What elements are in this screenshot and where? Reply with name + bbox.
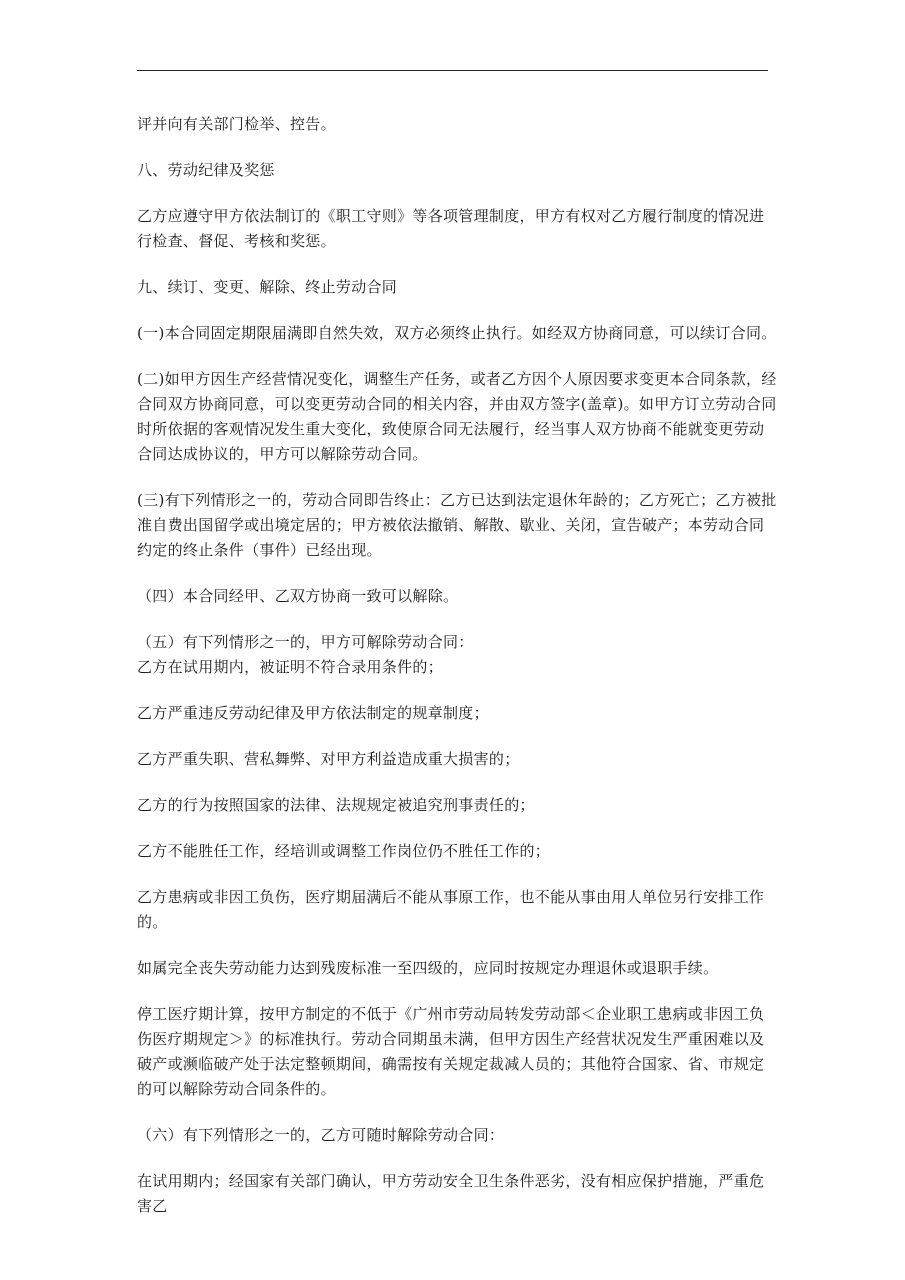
- clause-3: (三)有下列情形之一的，劳动合同即告终止：乙方已达到法定退休年龄的；乙方死亡；乙方被批准自费出国留学或出境定居的；甲方被依法撤销、解散、歇业、关闭，宣告破产；本劳动合同约定的终止条件（事件）已经出现。: [137, 491, 777, 559]
- paragraph: 在试用期内；经国家有关部门确认，甲方劳动安全卫生条件恶劣，没有相应保护措施，严重危害乙: [137, 1172, 765, 1215]
- clause-5-item: 乙方不能胜任工作，经培训或调整工作岗位仍不胜任工作的；: [137, 842, 551, 860]
- clause-4: （四）本合同经甲、乙双方协商一致可以解除。: [137, 587, 459, 605]
- section-heading-8: 八、劳动纪律及奖惩: [137, 161, 275, 179]
- header-rule: [137, 70, 768, 71]
- paragraph: 如属完全丧失劳动能力达到残废标准一至四级的，应同时按规定办理退休或退职手续。: [137, 959, 719, 977]
- clause-5-item: 乙方患病或非因工负伤，医疗期届满后不能从事原工作，也不能从事由用人单位另行安排工作的。: [137, 888, 765, 931]
- document-body: [137, 112, 777, 1240]
- clause-5-item: 乙方严重失职、营私舞弊、对甲方利益造成重大损害的；: [137, 750, 520, 768]
- clause-6: （六）有下列情形之一的，乙方可随时解除劳动合同：: [137, 1126, 505, 1144]
- clause-2: (二)如甲方因生产经营情况变化，调整生产任务，或者乙方因个人原因要求变更本合同条款，经合同双方协商同意，可以变更劳动合同的相关内容，并由双方签字(盖章)。如甲方订立劳动合同时所依据的客观情况发生重大变化，致使原合同无法履行，经当事人双方协商不能就变更劳动合同达成协议的，甲方可以解除劳动合同。: [137, 370, 777, 463]
- clause-5: （五）有下列情形之一的，甲方可解除劳动合同：: [137, 633, 474, 651]
- clause-5-item: 乙方严重违反劳动纪律及甲方依法制定的规章制度；: [137, 704, 489, 722]
- paragraph: 乙方应遵守甲方依法制订的《职工守则》等各项管理制度，甲方有权对乙方履行制度的情况进行检查、督促、考核和奖惩。: [137, 207, 765, 250]
- clause-5-item: 乙方的行为按照国家的法律、法规规定被追究刑事责任的；: [137, 796, 535, 814]
- clause-5-item: 乙方在试用期内，被证明不符合录用条件的；: [137, 658, 444, 676]
- section-heading-9: 九、续订、变更、解除、终止劳动合同: [137, 278, 398, 296]
- paragraph: 评并向有关部门检举、控告。: [137, 115, 336, 133]
- paragraph: 停工医疗期计算，按甲方制定的不低于《广州市劳动局转发劳动部＜企业职工患病或非因工负伤医疗期规定＞》的标准执行。劳动合同期虽未满，但甲方因生产经营状况发生严重困难以及破产或濒临破产处于法定整顿期间，确需按有关规定裁减人员的；其他符合国家、省、市规定的可以解除劳动合同条件的。: [137, 1005, 765, 1098]
- clause-1: (一)本合同固定期限届满即自然失效，双方必须终止执行。如经双方协商同意，可以续订合同。: [137, 324, 777, 342]
